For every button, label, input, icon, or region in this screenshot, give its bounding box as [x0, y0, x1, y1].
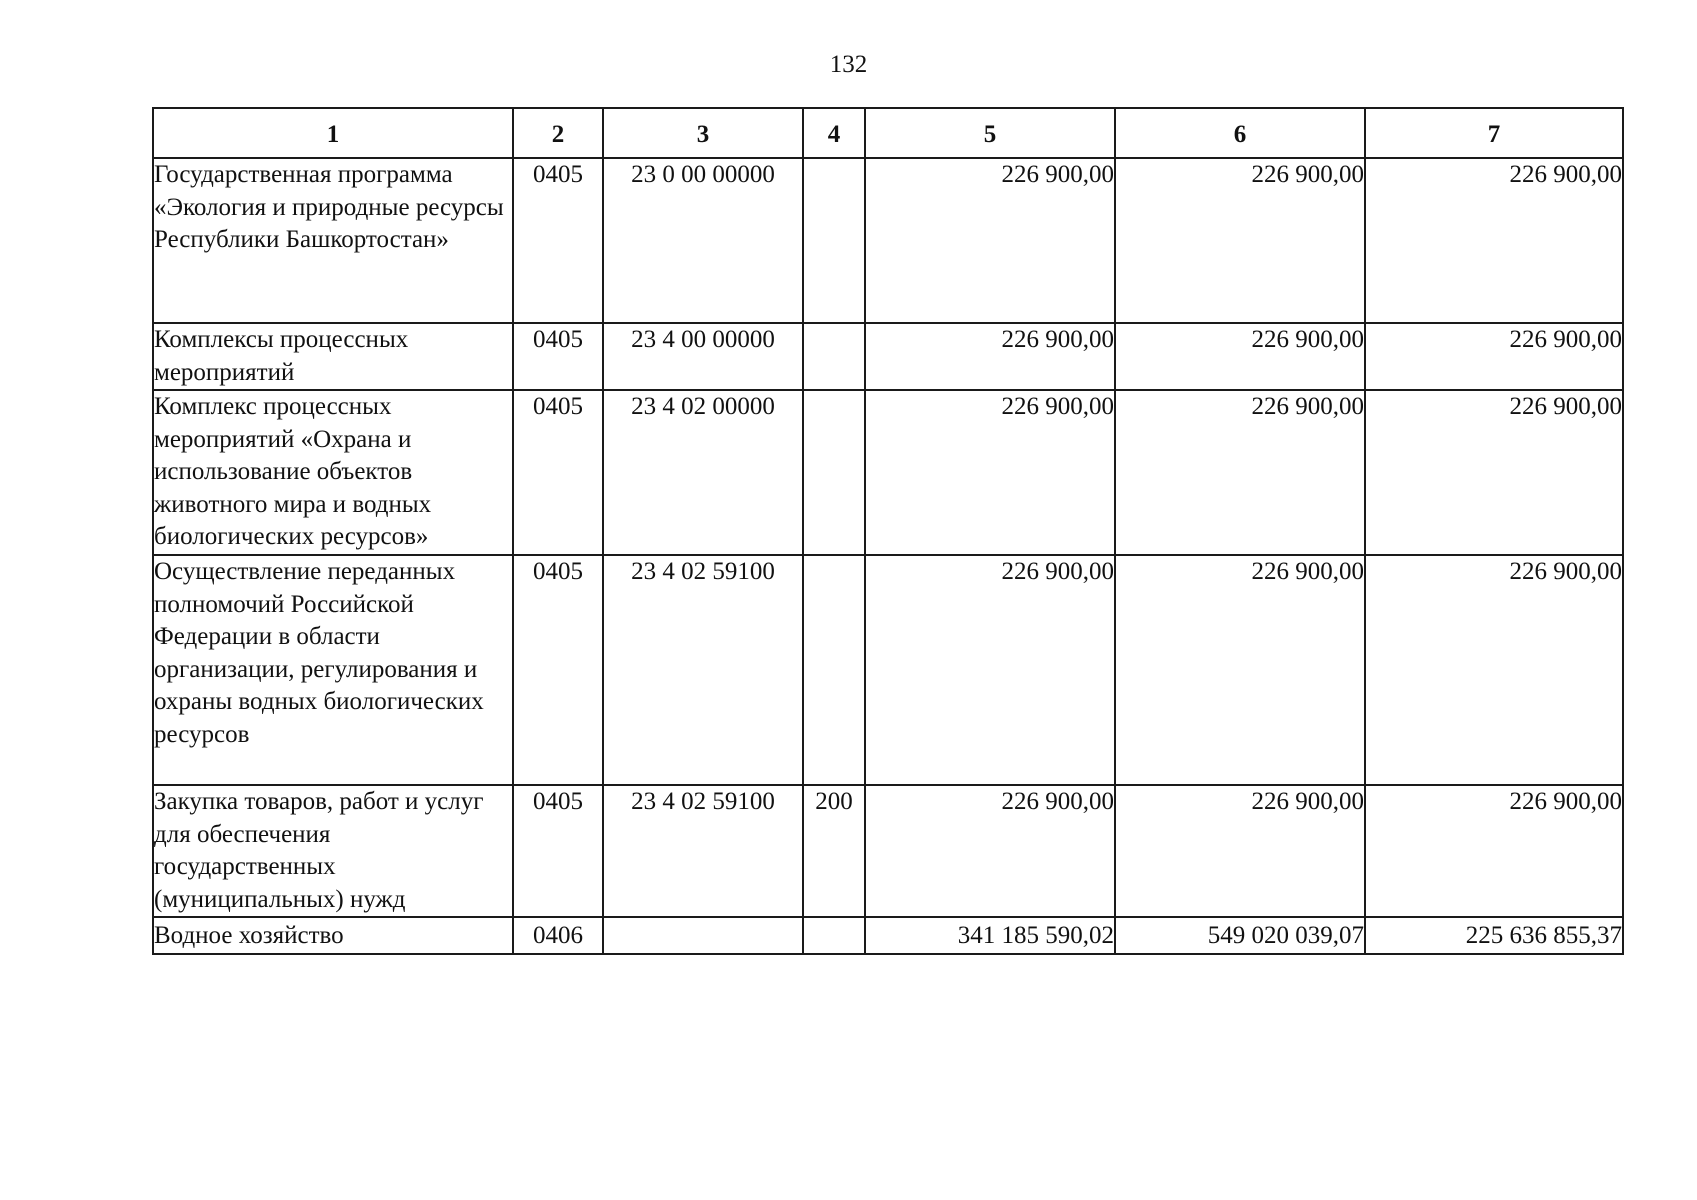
target-code: 23 4 02 59100 — [603, 785, 803, 917]
column-header-7: 7 — [1365, 108, 1623, 158]
value-col-5: 341 185 590,02 — [865, 917, 1115, 954]
value-col-7: 226 900,00 — [1365, 555, 1623, 785]
row-name: Комплексы процессных мероприятий — [153, 323, 513, 390]
value-col-7: 226 900,00 — [1365, 158, 1623, 323]
target-code: 23 4 02 59100 — [603, 555, 803, 785]
section-code: 0405 — [513, 323, 603, 390]
value-col-7: 225 636 855,37 — [1365, 917, 1623, 954]
value-col-6: 226 900,00 — [1115, 158, 1365, 323]
expense-type-code — [803, 555, 865, 785]
target-code: 23 4 00 00000 — [603, 323, 803, 390]
section-code: 0405 — [513, 785, 603, 917]
page-number: 132 — [829, 51, 868, 78]
section-code: 0406 — [513, 917, 603, 954]
expense-type-code — [803, 917, 865, 954]
value-col-6: 226 900,00 — [1115, 390, 1365, 555]
value-col-6: 226 900,00 — [1115, 785, 1365, 917]
section-code: 0405 — [513, 158, 603, 323]
value-col-7: 226 900,00 — [1365, 785, 1623, 917]
table-row — [153, 785, 1623, 917]
value-col-5: 226 900,00 — [865, 785, 1115, 917]
value-col-5: 226 900,00 — [865, 158, 1115, 323]
value-col-5: 226 900,00 — [865, 390, 1115, 555]
table-row — [153, 917, 1623, 954]
target-code: 23 4 02 00000 — [603, 390, 803, 555]
section-code: 0405 — [513, 555, 603, 785]
value-col-6: 226 900,00 — [1115, 555, 1365, 785]
row-name: Государственная программа «Экология и природные ресурсы Республики Башкортостан» — [153, 158, 513, 323]
row-name: Водное хозяйство — [153, 917, 513, 954]
table-row — [153, 390, 1623, 555]
expense-type-code — [803, 323, 865, 390]
column-header-5: 5 — [865, 108, 1115, 158]
column-header-3: 3 — [603, 108, 803, 158]
target-code — [603, 917, 803, 954]
table-row — [153, 555, 1623, 785]
value-col-6: 549 020 039,07 — [1115, 917, 1365, 954]
expense-type-code: 200 — [803, 785, 865, 917]
column-header-4: 4 — [803, 108, 865, 158]
target-code: 23 0 00 00000 — [603, 158, 803, 323]
value-col-5: 226 900,00 — [865, 555, 1115, 785]
column-header-1: 1 — [153, 108, 513, 158]
column-header-2: 2 — [513, 108, 603, 158]
value-col-5: 226 900,00 — [865, 323, 1115, 390]
row-name: Осуществление переданных полномочий Российской Федерации в области организации, регулирования и охраны водных биологических ресурсов — [153, 555, 513, 785]
column-header-6: 6 — [1115, 108, 1365, 158]
value-col-7: 226 900,00 — [1365, 323, 1623, 390]
value-col-6: 226 900,00 — [1115, 323, 1365, 390]
row-name: Закупка товаров, работ и услуг для обеспечения государственных (муниципальных) нужд — [153, 785, 513, 917]
section-code: 0405 — [513, 390, 603, 555]
table-row — [153, 158, 1623, 323]
row-name: Комплекс процессных мероприятий «Охрана и использование объектов животного мира и водных биологических ресурсов» — [153, 390, 513, 555]
header-row — [153, 108, 1623, 158]
value-col-7: 226 900,00 — [1365, 390, 1623, 555]
expense-type-code — [803, 158, 865, 323]
expense-type-code — [803, 390, 865, 555]
table-row — [153, 323, 1623, 390]
budget-table — [152, 107, 1624, 955]
